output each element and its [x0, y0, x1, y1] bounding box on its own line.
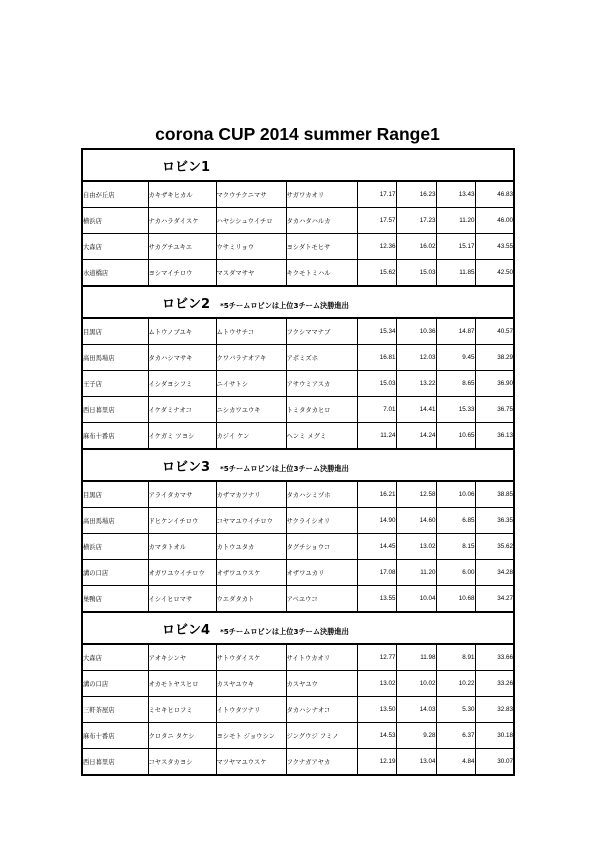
player-3-cell: キクモトミハル [286, 260, 357, 287]
score-1-cell: 15.34 [357, 318, 396, 345]
section-label: ロビン2 [162, 296, 211, 312]
table-row [82, 208, 514, 234]
table-row [82, 181, 514, 208]
store-cell: 自由が丘店 [82, 181, 148, 208]
player-1-cell: オカモトヤスヒロ [148, 671, 216, 697]
player-1-cell: ドヒケンイチロウ [148, 508, 216, 534]
store-cell: 水道橋店 [82, 260, 148, 287]
section-header [82, 612, 514, 644]
score-3-cell: 4.84 [436, 749, 475, 776]
player-1-cell: ナカハラダイスケ [148, 208, 216, 234]
table-row [82, 481, 514, 508]
total-score-cell: 36.13 [475, 423, 514, 450]
total-score-cell: 43.55 [475, 234, 514, 260]
store-cell: 横浜店 [82, 208, 148, 234]
table-row [82, 644, 514, 671]
store-cell: 巣鴨店 [82, 586, 148, 613]
player-1-cell: クロタニ タケシ [148, 723, 216, 749]
player-3-cell: ジングウジ フミノ [286, 723, 357, 749]
score-1-cell: 17.08 [357, 560, 396, 586]
score-2-cell: 13.02 [396, 534, 436, 560]
player-3-cell: フクナガアヤカ [286, 749, 357, 776]
player-2-cell: マクウチクニマサ [216, 181, 286, 208]
total-score-cell: 36.75 [475, 397, 514, 423]
player-2-cell: カザマカツナリ [216, 481, 286, 508]
player-1-cell: カキザキヒカル [148, 181, 216, 208]
player-1-cell: ムトウノブユキ [148, 318, 216, 345]
total-score-cell: 32.83 [475, 697, 514, 723]
player-3-cell: タカハシナオコ [286, 697, 357, 723]
total-score-cell: 36.90 [475, 371, 514, 397]
score-1-cell: 13.55 [357, 586, 396, 613]
score-1-cell: 12.36 [357, 234, 396, 260]
score-3-cell: 15.33 [436, 397, 475, 423]
player-2-cell: コヤマユウイチロウ [216, 508, 286, 534]
score-1-cell: 14.53 [357, 723, 396, 749]
score-2-cell: 14.41 [396, 397, 436, 423]
store-cell: 王子店 [82, 371, 148, 397]
store-cell: 麻布十番店 [82, 423, 148, 450]
total-score-cell: 35.62 [475, 534, 514, 560]
total-score-cell: 46.00 [475, 208, 514, 234]
score-1-cell: 17.17 [357, 181, 396, 208]
score-3-cell: 9.45 [436, 345, 475, 371]
score-1-cell: 12.19 [357, 749, 396, 776]
score-2-cell: 11.20 [396, 560, 436, 586]
table-row [82, 586, 514, 613]
store-cell: 大森店 [82, 234, 148, 260]
score-2-cell: 10.02 [396, 671, 436, 697]
score-3-cell: 8.65 [436, 371, 475, 397]
table-row [82, 508, 514, 534]
player-2-cell: ウサミリョウ [216, 234, 286, 260]
section-label: ロビン4 [162, 622, 211, 638]
section-note: *5チームロビンは上位3チーム決勝進出 [220, 626, 349, 636]
player-2-cell: カスヤユウキ [216, 671, 286, 697]
score-3-cell: 13.43 [436, 181, 475, 208]
player-3-cell: アサウミアスカ [286, 371, 357, 397]
score-2-cell: 12.58 [396, 481, 436, 508]
score-1-cell: 16.81 [357, 345, 396, 371]
section-header-row [82, 286, 514, 318]
store-cell: 溝の口店 [82, 560, 148, 586]
total-score-cell: 33.26 [475, 671, 514, 697]
section-note: *5チームロビンは上位3チーム決勝進出 [220, 463, 349, 473]
store-cell: 三軒茶屋店 [82, 697, 148, 723]
player-1-cell: イシイヒロマサ [148, 586, 216, 613]
player-1-cell: コヤスタカヨシ [148, 749, 216, 776]
store-cell: 麻布十番店 [82, 723, 148, 749]
player-2-cell: ヨシモト ジョウシン [216, 723, 286, 749]
score-1-cell: 15.03 [357, 371, 396, 397]
total-score-cell: 40.57 [475, 318, 514, 345]
player-3-cell: タカハシミヅホ [286, 481, 357, 508]
score-1-cell: 13.50 [357, 697, 396, 723]
table-row [82, 397, 514, 423]
score-3-cell: 8.15 [436, 534, 475, 560]
total-score-cell: 42.50 [475, 260, 514, 287]
player-2-cell: ニシカワユウキ [216, 397, 286, 423]
player-2-cell: ハヤシシュウイチロ [216, 208, 286, 234]
player-3-cell: サガワカオリ [286, 181, 357, 208]
score-1-cell: 14.90 [357, 508, 396, 534]
player-1-cell: イシダヨシフミ [148, 371, 216, 397]
table-row [82, 671, 514, 697]
total-score-cell: 33.66 [475, 644, 514, 671]
store-cell: 西日暮里店 [82, 397, 148, 423]
player-2-cell: マスダマサヤ [216, 260, 286, 287]
score-3-cell: 14.87 [436, 318, 475, 345]
total-score-cell: 36.35 [475, 508, 514, 534]
page-title: corona CUP 2014 summer Range1 [155, 124, 440, 144]
score-2-cell: 12.03 [396, 345, 436, 371]
player-3-cell: アベユウコ [286, 586, 357, 613]
score-2-cell: 14.24 [396, 423, 436, 450]
score-2-cell: 10.36 [396, 318, 436, 345]
player-3-cell: フクシママナブ [286, 318, 357, 345]
score-3-cell: 10.65 [436, 423, 475, 450]
score-1-cell: 16.21 [357, 481, 396, 508]
player-2-cell: カジイ ケン [216, 423, 286, 450]
total-score-cell: 34.27 [475, 586, 514, 613]
store-cell: 西日暮里店 [82, 749, 148, 776]
player-3-cell: ヨシダトモヒサ [286, 234, 357, 260]
score-2-cell: 16.23 [396, 181, 436, 208]
score-2-cell: 16.02 [396, 234, 436, 260]
table-row [82, 345, 514, 371]
store-cell: 目黒店 [82, 318, 148, 345]
store-cell: 高田馬場店 [82, 508, 148, 534]
player-2-cell: ウエダタカト [216, 586, 286, 613]
score-1-cell: 11.24 [357, 423, 396, 450]
score-2-cell: 13.04 [396, 749, 436, 776]
total-score-cell: 34.28 [475, 560, 514, 586]
section-header [82, 449, 514, 481]
score-2-cell: 9.28 [396, 723, 436, 749]
player-2-cell: サトウダイスケ [216, 644, 286, 671]
score-3-cell: 10.06 [436, 481, 475, 508]
total-score-cell: 30.18 [475, 723, 514, 749]
player-3-cell: サクライシオリ [286, 508, 357, 534]
table-row [82, 260, 514, 287]
results-table [81, 148, 515, 776]
player-1-cell: ミセキヒロフミ [148, 697, 216, 723]
player-1-cell: オガワユウイチロウ [148, 560, 216, 586]
score-3-cell: 11.85 [436, 260, 475, 287]
score-3-cell: 6.00 [436, 560, 475, 586]
player-2-cell: ニイサトシ [216, 371, 286, 397]
score-3-cell: 10.68 [436, 586, 475, 613]
player-1-cell: アオキシンヤ [148, 644, 216, 671]
store-cell: 大森店 [82, 644, 148, 671]
section-header-row [82, 149, 514, 181]
player-2-cell: オザワユウスケ [216, 560, 286, 586]
player-2-cell: カトウユタカ [216, 534, 286, 560]
score-1-cell: 12.77 [357, 644, 396, 671]
section-header-row [82, 449, 514, 481]
score-3-cell: 11.20 [436, 208, 475, 234]
store-cell: 横浜店 [82, 534, 148, 560]
player-3-cell: カスヤユウ [286, 671, 357, 697]
player-1-cell: タカハシマサキ [148, 345, 216, 371]
table-row [82, 560, 514, 586]
store-cell: 目黒店 [82, 481, 148, 508]
total-score-cell: 30.07 [475, 749, 514, 776]
score-3-cell: 15.17 [436, 234, 475, 260]
player-2-cell: イトウタツナリ [216, 697, 286, 723]
player-1-cell: イケダミナオコ [148, 397, 216, 423]
score-2-cell: 13.22 [396, 371, 436, 397]
player-3-cell: オザワユカリ [286, 560, 357, 586]
section-header [82, 286, 514, 318]
player-1-cell: カマタトオル [148, 534, 216, 560]
table-row [82, 234, 514, 260]
score-1-cell: 7.01 [357, 397, 396, 423]
player-2-cell: クワバラナオアキ [216, 345, 286, 371]
table-row [82, 423, 514, 450]
player-1-cell: アライタカマサ [148, 481, 216, 508]
score-3-cell: 5.30 [436, 697, 475, 723]
score-3-cell: 6.85 [436, 508, 475, 534]
player-3-cell: タグチショウコ [286, 534, 357, 560]
player-3-cell: タカハタハルカ [286, 208, 357, 234]
table-row [82, 371, 514, 397]
table-row [82, 723, 514, 749]
player-3-cell: トミタタカヒロ [286, 397, 357, 423]
player-1-cell: ヨシマイチロウ [148, 260, 216, 287]
score-2-cell: 10.04 [396, 586, 436, 613]
table-row [82, 749, 514, 776]
score-2-cell: 14.60 [396, 508, 436, 534]
player-2-cell: ムトウサチコ [216, 318, 286, 345]
section-label: ロビン3 [162, 459, 211, 475]
score-2-cell: 11.98 [396, 644, 436, 671]
player-3-cell: ヘンミ メグミ [286, 423, 357, 450]
player-3-cell: アボミズホ [286, 345, 357, 371]
section-header [82, 149, 514, 181]
total-score-cell: 46.83 [475, 181, 514, 208]
score-3-cell: 6.37 [436, 723, 475, 749]
score-1-cell: 17.57 [357, 208, 396, 234]
player-2-cell: マツヤマユウスケ [216, 749, 286, 776]
section-note: *5チームロビンは上位3チーム決勝進出 [220, 300, 349, 310]
section-header-row [82, 612, 514, 644]
score-1-cell: 15.62 [357, 260, 396, 287]
table-row [82, 534, 514, 560]
score-3-cell: 8.91 [436, 644, 475, 671]
store-cell: 溝の口店 [82, 671, 148, 697]
score-2-cell: 14.03 [396, 697, 436, 723]
score-2-cell: 15.03 [396, 260, 436, 287]
player-3-cell: サイトウカオリ [286, 644, 357, 671]
section-label: ロビン1 [162, 159, 211, 175]
total-score-cell: 38.29 [475, 345, 514, 371]
score-2-cell: 17.23 [396, 208, 436, 234]
score-1-cell: 14.45 [357, 534, 396, 560]
player-1-cell: イケガミ ツヨシ [148, 423, 216, 450]
results-table-body [82, 149, 514, 775]
score-1-cell: 13.02 [357, 671, 396, 697]
score-3-cell: 10.22 [436, 671, 475, 697]
player-1-cell: サカグチユキエ [148, 234, 216, 260]
table-row [82, 697, 514, 723]
table-row [82, 318, 514, 345]
store-cell: 高田馬場店 [82, 345, 148, 371]
total-score-cell: 38.85 [475, 481, 514, 508]
